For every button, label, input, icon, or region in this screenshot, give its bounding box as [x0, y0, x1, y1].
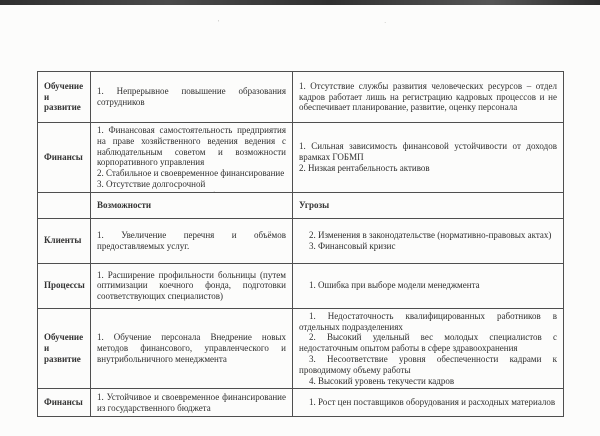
cell-item: 2. Высокий удельный вес молодых специалистов с недостаточным опытом работы в сфере здравоохранения — [299, 332, 557, 354]
row-label: Процессы — [38, 263, 91, 308]
table-row-clients — [38, 218, 564, 263]
cell-item: 4. Высокий уровень текучести кадров — [309, 375, 455, 386]
opportunities-header: Возможности — [91, 192, 293, 218]
threats-header: Угрозы — [293, 192, 564, 218]
cell-item: 3. Финансовый кризис — [309, 240, 396, 251]
cell-item: 3. Несоответствие уровня обеспеченности кадрами к проводимому объему работы — [299, 353, 557, 375]
cell-item: 1. Расширение профильности больницы (путем оптимизации коечного фонда, подготовки соответствующих специалистов) — [97, 269, 286, 302]
weakness-cell — [293, 123, 564, 193]
cell-item: 1. Сильная зависимость финансовой устойчивости от доходов врамках ГОБМП — [299, 141, 557, 162]
opportunity-cell — [91, 263, 293, 308]
table-row-finance-bottom — [38, 389, 564, 417]
row-label: Финансы — [38, 389, 91, 417]
cell-item: 3. Отсутствие долгосрочной — [97, 178, 206, 189]
scan-edge-bar — [0, 0, 600, 5]
threat-cell — [293, 218, 564, 263]
row-label: Клиенты — [38, 218, 91, 263]
strength-cell — [91, 123, 293, 193]
cell-item: 2. Стабильное и своевременное финансирование — [97, 168, 285, 179]
cell-item: 2. Низкая рентабельность активов — [299, 162, 430, 173]
cell-item: 1. Непрерывное повышение образования сотрудников — [97, 86, 286, 107]
section-header-row — [38, 192, 564, 218]
opportunity-cell — [91, 308, 293, 389]
cell-item: 1. Рост цен поставщиков оборудования и расходных материалов — [309, 397, 556, 408]
cell-item: 1. Обучение персонала Внедрение новых методов финансового, управленческого и внутрибольничного менеджмента — [97, 332, 286, 364]
scan-artifact: · — [213, 188, 216, 196]
threat-cell — [293, 308, 564, 389]
cell-item: 1. Устойчивое и своевременное финансирование из государственного бюджета — [97, 392, 286, 413]
cell-item: 1. Финансовая самостоятельность предприятия на праве хозяйственного ведения ведения с наблюдательным советом и возможности корпоративного управления — [97, 125, 286, 168]
row-label: Обучение и развитие — [38, 72, 91, 123]
cell-item: 1. Недостаточность квалифицированных работников в отдельных подразделениях — [299, 310, 557, 332]
table-row-finance-top — [38, 123, 564, 193]
empty-label-cell — [38, 192, 91, 218]
table-row-training-bottom — [38, 308, 564, 389]
strength-cell — [91, 72, 293, 123]
table-row-training-top — [38, 72, 564, 123]
opportunity-cell — [91, 389, 293, 417]
scan-artifact: ' — [218, 19, 220, 27]
swot-table — [37, 71, 564, 417]
row-label: Обучение и развитие — [38, 308, 91, 389]
scan-artifact: · — [384, 19, 387, 27]
cell-item: 2. Изменения в законодательстве (нормативно-правовых актах) — [309, 229, 552, 240]
table-row-processes — [38, 263, 564, 308]
cell-item: 1. Отсутствие службы развития человеческих ресурсов – отдел кадров работает лишь на регистрацию кадровых процессов и не обеспечивает планирование, развитие, оценку персонала — [299, 80, 557, 113]
weakness-cell — [293, 72, 564, 123]
row-label: Финансы — [38, 123, 91, 193]
threat-cell — [293, 263, 564, 308]
opportunity-cell — [91, 218, 293, 263]
cell-item: 1. Увеличение перечня и объёмов предоставляемых услуг. — [97, 229, 286, 251]
cell-item: 1. Ошибка при выборе модели менеджмента — [309, 280, 480, 291]
threat-cell — [293, 389, 564, 417]
